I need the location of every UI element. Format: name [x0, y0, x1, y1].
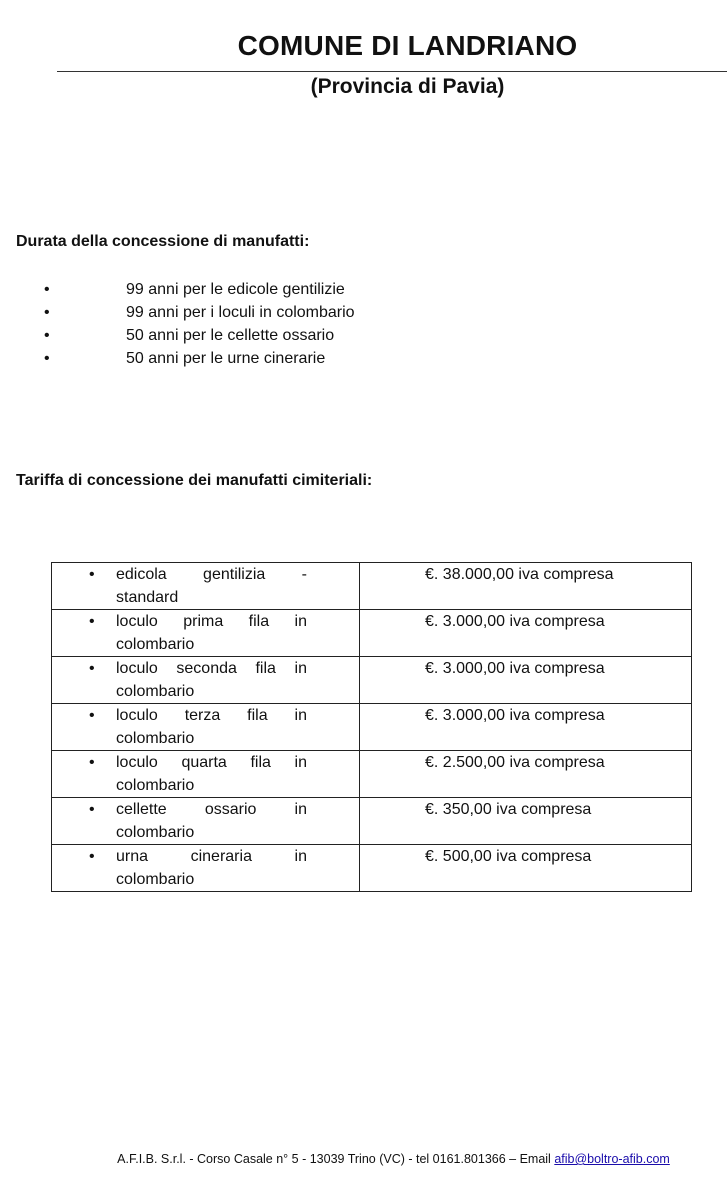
duration-item-text: 99 anni per le edicole gentilizie: [126, 281, 345, 298]
bullet-icon: •: [89, 707, 95, 724]
bullet-icon: •: [44, 350, 50, 367]
duration-item-text: 50 anni per le cellette ossario: [126, 327, 335, 344]
bullet-icon: •: [89, 801, 95, 818]
item-cell: [52, 798, 360, 845]
table-row: [52, 704, 692, 751]
table-row: [52, 563, 692, 610]
item-cell: [52, 563, 360, 610]
table-row: [52, 751, 692, 798]
duration-item-text: 99 anni per i loculi in colombario: [126, 304, 355, 321]
item-cell: [52, 751, 360, 798]
price-cell: €. 38.000,00 iva compresa: [360, 563, 692, 610]
tariff-heading: Tariffa di concessione dei manufatti cimiteriali:: [16, 472, 373, 489]
price-cell: €. 2.500,00 iva compresa: [360, 751, 692, 798]
bullet-icon: •: [44, 304, 50, 321]
item-cell: [52, 610, 360, 657]
item-text: urna cineraria in colombario: [116, 848, 307, 888]
footer-company-info: A.F.I.B. S.r.l. - Corso Casale n° 5 - 13039 Trino (VC) - tel 0161.801366 – Email: [117, 1152, 555, 1166]
footer: [0, 1152, 727, 1166]
bullet-icon: •: [89, 566, 95, 583]
title-divider: [57, 71, 727, 72]
bullet-icon: •: [89, 613, 95, 630]
bullet-icon: •: [89, 660, 95, 677]
bullet-icon: •: [44, 327, 50, 344]
price-cell: €. 3.000,00 iva compresa: [360, 657, 692, 704]
footer-email-link[interactable]: afib@boltro-afib.com: [554, 1152, 670, 1166]
bullet-icon: •: [89, 848, 95, 865]
bullet-icon: •: [89, 754, 95, 771]
price-cell: €. 500,00 iva compresa: [360, 845, 692, 892]
price-cell: €. 350,00 iva compresa: [360, 798, 692, 845]
table-row: [52, 610, 692, 657]
bullet-icon: •: [44, 281, 50, 298]
page-subtitle: (Provincia di Pavia): [310, 75, 505, 98]
duration-item-text: 50 anni per le urne cinerarie: [126, 350, 326, 367]
item-cell: [52, 845, 360, 892]
duration-heading: Durata della concessione di manufatti:: [16, 233, 310, 250]
item-text: loculo prima fila in colombario: [116, 613, 307, 653]
tariff-table: [51, 562, 692, 892]
table-row: [52, 798, 692, 845]
item-text: cellette ossario in colombario: [116, 801, 307, 841]
item-text: loculo terza fila in colombario: [116, 707, 307, 747]
item-cell: [52, 704, 360, 751]
table-row: [52, 845, 692, 892]
page-title: COMUNE DI LANDRIANO: [237, 30, 578, 61]
table-row: [52, 657, 692, 704]
item-text: loculo seconda fila in colombario: [116, 660, 307, 700]
price-cell: €. 3.000,00 iva compresa: [360, 610, 692, 657]
item-text: loculo quarta fila in colombario: [116, 754, 307, 794]
price-cell: €. 3.000,00 iva compresa: [360, 704, 692, 751]
item-cell: [52, 657, 360, 704]
item-text: edicola gentilizia - standard: [116, 566, 307, 606]
